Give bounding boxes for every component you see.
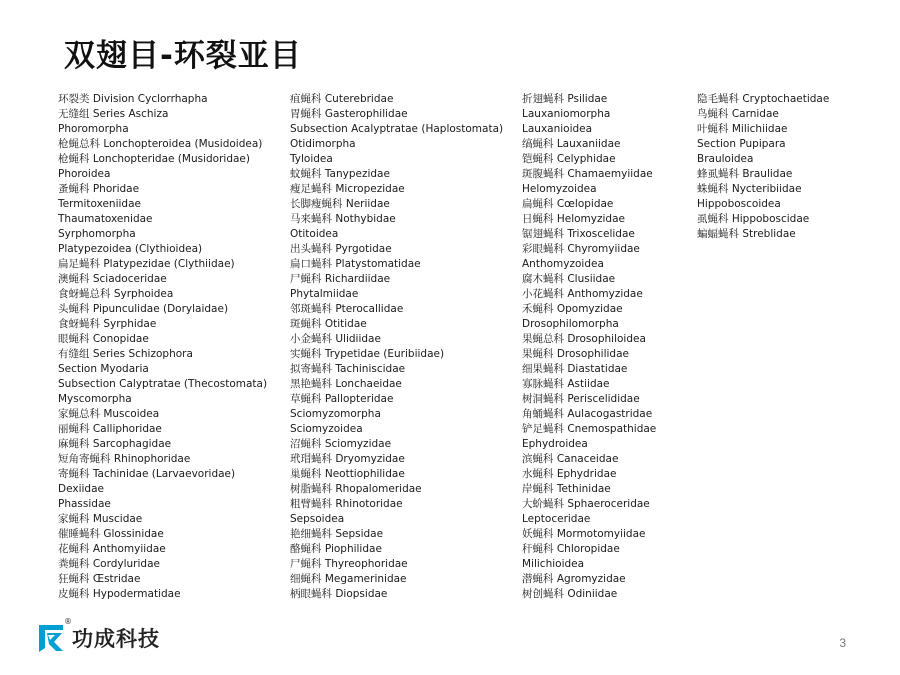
taxon-entry: 扁口蝇科 Platystomatidae bbox=[290, 258, 421, 270]
taxon-entry: Sciomyzoidea bbox=[290, 423, 363, 435]
taxon-entry: 环裂类 Division Cyclorrhapha bbox=[58, 93, 208, 105]
taxon-entry: Ephydroidea bbox=[522, 438, 588, 450]
taxon-entry: 实蝇科 Trypetidae (Euribiidae) bbox=[290, 348, 445, 360]
taxon-entry: Subsection Calyptratae (Thecostomata) bbox=[58, 378, 268, 390]
taxon-entry: 果蝇科 Drosophilidae bbox=[522, 348, 629, 360]
taxon-entry: 蚊蝇科 Tanypezidae bbox=[290, 168, 390, 180]
taxon-entry: 蛛蝇科 Nycteribiidae bbox=[697, 183, 802, 195]
taxon-entry: 拟寄蝇科 Tachiniscidae bbox=[290, 363, 406, 375]
taxon-entry: 粗臂蝇科 Rhinotoridae bbox=[290, 498, 403, 510]
taxon-entry: 树脂蝇科 Rhopalomeridae bbox=[290, 483, 422, 495]
taxon-entry: 潜蝇科 Agromyzidae bbox=[522, 573, 626, 585]
taxon-entry: 尸蝇科 Thyreophoridae bbox=[290, 558, 408, 570]
taxon-entry: 扁足蝇科 Platypezidae (Clythiidae) bbox=[58, 258, 235, 270]
taxon-entry: 酪蝇科 Piophilidae bbox=[290, 543, 382, 555]
taxon-entry: 彩眼蝇科 Chyromyiidae bbox=[522, 243, 640, 255]
taxon-entry: 小花蝇科 Anthomyzidae bbox=[522, 288, 643, 300]
taxon-entry: 皮蝇科 Hypodermatidae bbox=[58, 588, 181, 600]
taxon-entry: 树创蝇科 Odiniidae bbox=[522, 588, 618, 600]
taxon-column-2 bbox=[290, 92, 503, 602]
taxon-entry: 岸蝇科 Tethinidae bbox=[522, 483, 611, 495]
taxon-entry: 日蝇科 Helomyzidae bbox=[522, 213, 625, 225]
taxon-entry: Hippoboscoidea bbox=[697, 198, 781, 210]
taxon-entry: Phassidae bbox=[58, 498, 111, 510]
taxon-entry: Lauxanioidea bbox=[522, 123, 593, 135]
taxon-entry: Phoroidea bbox=[58, 168, 111, 180]
taxon-entry: 枪蝇总科 Lonchopteroidea (Musidoidea) bbox=[58, 138, 263, 150]
taxon-entry: Phytalmiidae bbox=[290, 288, 359, 300]
taxon-entry: 虱蝇科 Hippoboscidae bbox=[697, 213, 810, 225]
taxon-entry: Platypezoidea (Clythioidea) bbox=[58, 243, 203, 255]
taxon-entry: 禾蝇科 Opomyzidae bbox=[522, 303, 623, 315]
taxon-entry: Leptoceridae bbox=[522, 513, 591, 525]
taxon-entry: 澳蝇科 Sciadoceridae bbox=[58, 273, 167, 285]
taxon-entry: 疽蝇科 Cuterebridae bbox=[290, 93, 394, 105]
taxon-entry: 铠蝇科 Celyphidae bbox=[522, 153, 616, 165]
taxon-entry: 缟蝇科 Lauxaniidae bbox=[522, 138, 621, 150]
taxon-entry: 狂蝇科 Œstridae bbox=[58, 573, 141, 585]
taxon-entry: Termitoxeniidae bbox=[58, 198, 141, 210]
taxon-entry: 食蚜蝇总科 Syrphoidea bbox=[58, 288, 174, 300]
taxon-entry: Myscomorpha bbox=[58, 393, 132, 405]
taxon-entry: 艳细蝇科 Sepsidae bbox=[290, 528, 384, 540]
taxon-entry: 折翅蝇科 Psilidae bbox=[522, 93, 608, 105]
taxon-entry: Brauloidea bbox=[697, 153, 754, 165]
taxon-entry: 邻斑蝇科 Pterocallidae bbox=[290, 303, 404, 315]
taxon-entry: 丽蝇科 Calliphoridae bbox=[58, 423, 162, 435]
taxon-entry: 眼蝇科 Conopidae bbox=[58, 333, 149, 345]
taxon-entry: 枪蝇科 Lonchopteridae (Musidoridae) bbox=[58, 153, 250, 165]
taxon-entry: Section Myodaria bbox=[58, 363, 149, 375]
taxon-entry: 沼蝇科 Sciomyzidae bbox=[290, 438, 392, 450]
taxon-entry: 水蝇科 Ephydridae bbox=[522, 468, 617, 480]
taxon-entry: 斑蝇科 Otitidae bbox=[290, 318, 367, 330]
taxon-entry: 瘦足蝇科 Micropezidae bbox=[290, 183, 405, 195]
taxon-entry: 麻蝇科 Sarcophagidae bbox=[58, 438, 172, 450]
taxon-entry: 铲足蝇科 Cnemospathidae bbox=[522, 423, 657, 435]
taxon-entry: 家蝇总科 Muscoidea bbox=[58, 408, 160, 420]
taxon-entry: 有缝组 Series Schizophora bbox=[58, 348, 193, 360]
taxon-entry: 头蝇科 Pipunculidae (Dorylaidae) bbox=[58, 303, 229, 315]
slide-title: 双翅目-环裂亚目 bbox=[64, 38, 302, 74]
taxon-entry: 果蝇总科 Drosophiloidea bbox=[522, 333, 646, 345]
taxon-entry: Milichioidea bbox=[522, 558, 585, 570]
taxon-entry: 鸟蝇科 Carnidae bbox=[697, 108, 779, 120]
taxon-entry: 草蝇科 Pallopteridae bbox=[290, 393, 394, 405]
taxon-entry: 腐木蝇科 Clusiidae bbox=[522, 273, 616, 285]
taxon-entry: 滨蝇科 Canaceidae bbox=[522, 453, 619, 465]
taxon-entry: Phoromorpha bbox=[58, 123, 129, 135]
taxon-column-1 bbox=[58, 92, 267, 602]
taxon-entry: Thaumatoxenidae bbox=[58, 213, 153, 225]
company-logo bbox=[36, 617, 160, 656]
taxon-entry: Section Pupipara bbox=[697, 138, 786, 150]
taxon-entry: Tyloidea bbox=[290, 153, 333, 165]
taxon-entry: 尸蝇科 Richardiidae bbox=[290, 273, 391, 285]
taxon-entry: Anthomyzoidea bbox=[522, 258, 604, 270]
taxon-entry: 柄眼蝇科 Diopsidae bbox=[290, 588, 388, 600]
taxon-entry: 短角寄蝇科 Rhinophoridae bbox=[58, 453, 191, 465]
taxon-entry: Dexiidae bbox=[58, 483, 104, 495]
taxon-entry: 锯翅蝇科 Trixoscelidae bbox=[522, 228, 635, 240]
taxon-entry: 蜂虱蝇科 Braulidae bbox=[697, 168, 793, 180]
taxon-entry: Drosophilomorpha bbox=[522, 318, 619, 330]
taxon-entry: Otidimorpha bbox=[290, 138, 356, 150]
taxon-entry: 巢蝇科 Neottiophilidae bbox=[290, 468, 405, 480]
taxon-entry: 出头蝇科 Pyrgotidae bbox=[290, 243, 392, 255]
company-name: 功成科技 bbox=[72, 627, 160, 651]
taxon-entry: 长脚瘦蝇科 Neriidae bbox=[290, 198, 390, 210]
taxon-entry: 树洞蝇科 Periscelididae bbox=[522, 393, 640, 405]
taxon-entry: 细蝇科 Megamerinidae bbox=[290, 573, 407, 585]
taxon-entry: 胃蝇科 Gasterophilidae bbox=[290, 108, 408, 120]
taxon-entry: 寡脉蝇科 Astiidae bbox=[522, 378, 610, 390]
taxon-entry: 花蝇科 Anthomyiidae bbox=[58, 543, 166, 555]
taxon-entry: 斑腹蝇科 Chamaemyiidae bbox=[522, 168, 653, 180]
taxon-entry: 黑艳蝇科 Lonchaeidae bbox=[290, 378, 402, 390]
taxon-entry: 玳瑁蝇科 Dryomyzidae bbox=[290, 453, 405, 465]
taxon-entry: 催睡蝇科 Glossinidae bbox=[58, 528, 164, 540]
taxon-entry: Otitoidea bbox=[290, 228, 339, 240]
taxon-column-3 bbox=[522, 92, 656, 602]
taxon-entry: 蝙蝠蝇科 Streblidae bbox=[697, 228, 796, 240]
taxon-entry: Sepsoidea bbox=[290, 513, 345, 525]
taxon-entry: 小金蝇科 Ulidiidae bbox=[290, 333, 381, 345]
taxon-entry: 寄蝇科 Tachinidae (Larvaevoridae) bbox=[58, 468, 236, 480]
taxon-entry: 无缝组 Series Aschiza bbox=[58, 108, 169, 120]
taxon-entry: Lauxaniomorpha bbox=[522, 108, 611, 120]
taxon-entry: 秆蝇科 Chloropidae bbox=[522, 543, 620, 555]
taxon-entry: 粪蝇科 Cordyluridae bbox=[58, 558, 160, 570]
taxon-entry: 隐毛蝇科 Cryptochaetidae bbox=[697, 93, 830, 105]
taxon-entry: 大蚧蝇科 Sphaeroceridae bbox=[522, 498, 650, 510]
taxon-column-4 bbox=[697, 92, 829, 242]
taxon-entry: 妖蝇科 Mormotomyiidae bbox=[522, 528, 646, 540]
taxon-entry: Sciomyzomorpha bbox=[290, 408, 381, 420]
taxon-entry: Subsection Acalyptratae (Haplostomata) bbox=[290, 123, 504, 135]
taxon-entry: 马来蝇科 Nothybidae bbox=[290, 213, 396, 225]
taxon-entry: 细果蝇科 Diastatidae bbox=[522, 363, 628, 375]
registered-mark: ® bbox=[64, 617, 72, 626]
taxon-entry: 蚤蝇科 Phoridae bbox=[58, 183, 140, 195]
gongcheng-logo-icon bbox=[36, 617, 72, 654]
taxon-entry: 叶蝇科 Milichiidae bbox=[697, 123, 788, 135]
taxon-entry: 扁蝇科 Cœlopidae bbox=[522, 198, 614, 210]
taxon-entry: 角蛹蝇科 Aulacogastridae bbox=[522, 408, 653, 420]
taxon-entry: 家蝇科 Muscidae bbox=[58, 513, 143, 525]
page-number: 3 bbox=[839, 636, 846, 650]
taxon-entry: 食蚜蝇科 Syrphidae bbox=[58, 318, 157, 330]
taxon-entry: Helomyzoidea bbox=[522, 183, 597, 195]
taxon-entry: Syrphomorpha bbox=[58, 228, 136, 240]
